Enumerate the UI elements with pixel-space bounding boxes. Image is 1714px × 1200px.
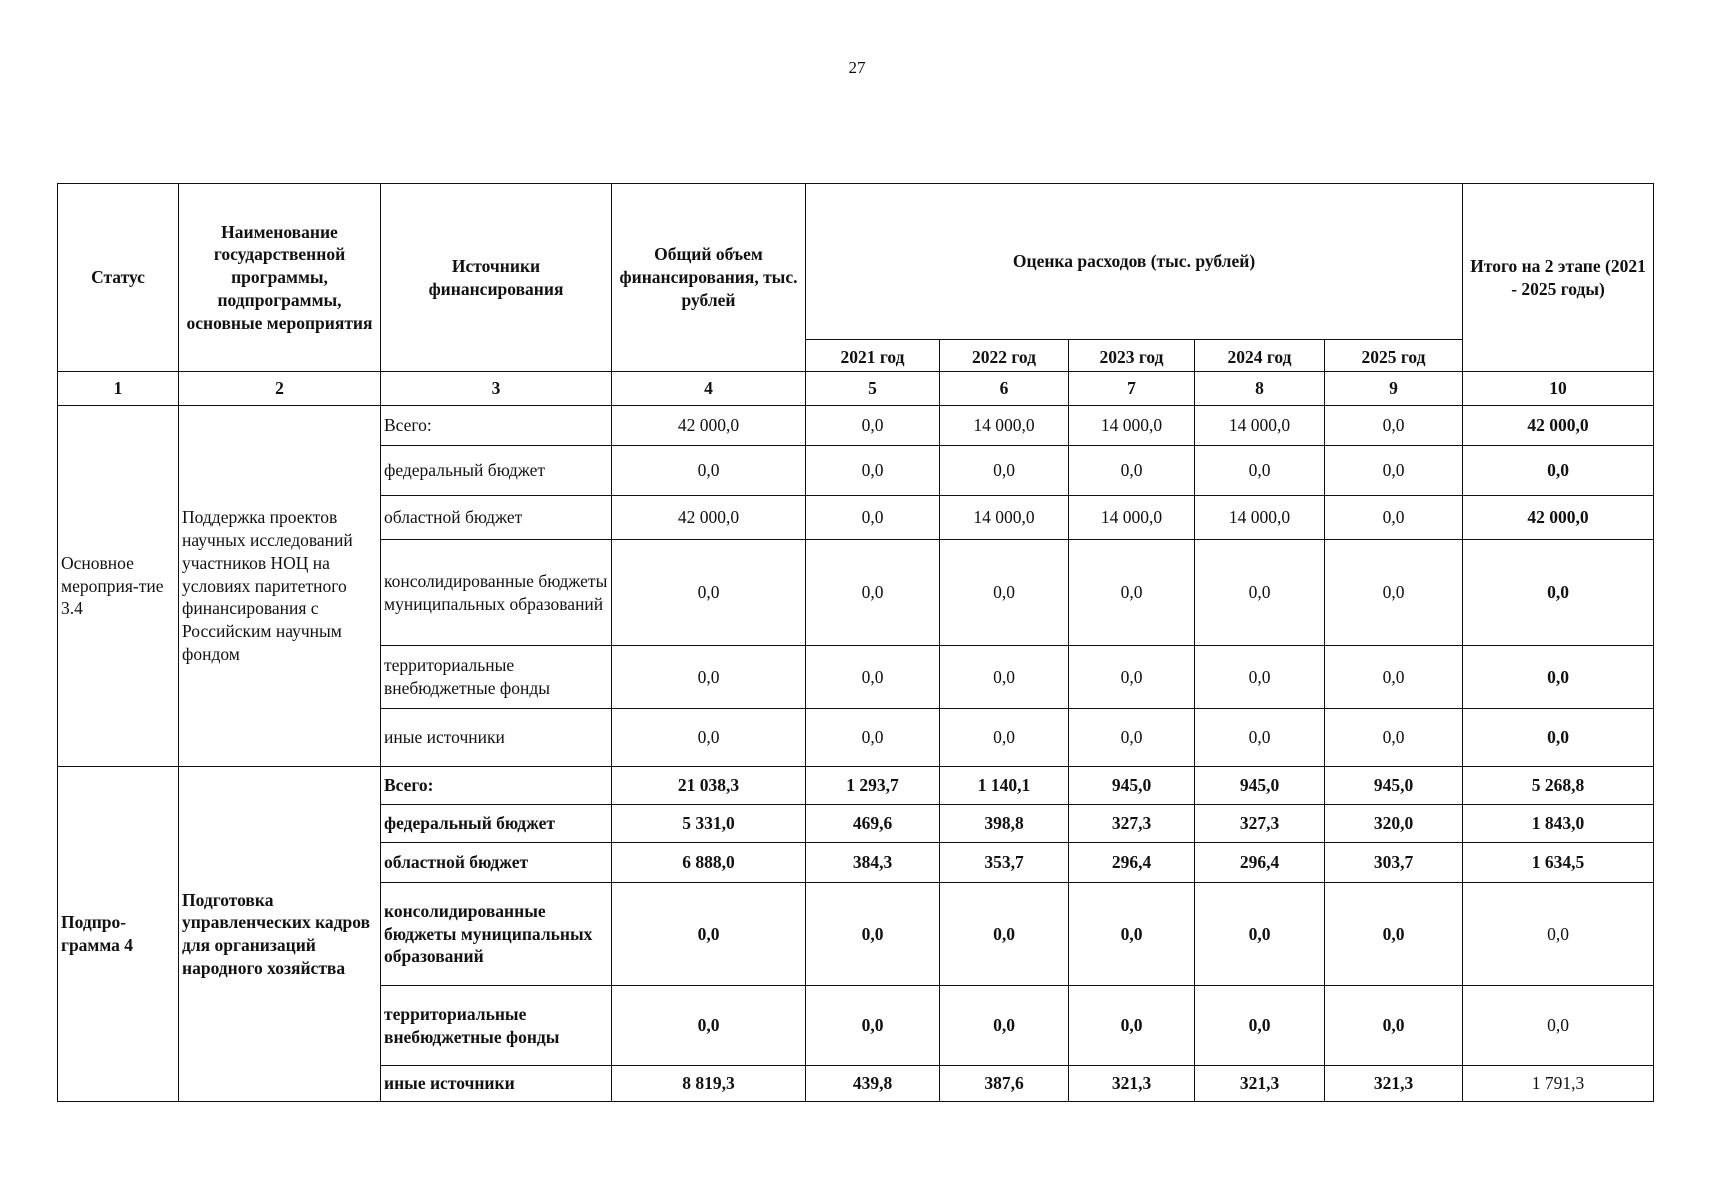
cell-stage: 0,0 (1463, 986, 1654, 1066)
cell-total: 0,0 (612, 446, 806, 496)
row-source: иные источники (381, 709, 612, 767)
cell-total: 0,0 (612, 986, 806, 1066)
cell-y2024: 0,0 (1195, 986, 1325, 1066)
row-source: областной бюджет (381, 843, 612, 883)
cell-y2022: 0,0 (940, 446, 1069, 496)
cell-y2025: 0,0 (1325, 709, 1463, 767)
cell-y2025: 303,7 (1325, 843, 1463, 883)
cell-y2024: 296,4 (1195, 843, 1325, 883)
col-number: 10 (1463, 372, 1654, 406)
cell-y2024: 327,3 (1195, 805, 1325, 843)
cell-y2024: 0,0 (1195, 540, 1325, 646)
col-number: 8 (1195, 372, 1325, 406)
header-year-2023: 2023 год (1069, 340, 1195, 372)
cell-y2023: 14 000,0 (1069, 496, 1195, 540)
row-source: территориальные внебюджетные фонды (381, 986, 612, 1066)
col-number: 3 (381, 372, 612, 406)
cell-y2021: 384,3 (806, 843, 940, 883)
col-number: 9 (1325, 372, 1463, 406)
cell-y2025: 945,0 (1325, 767, 1463, 805)
cell-y2022: 14 000,0 (940, 406, 1069, 446)
cell-y2021: 1 293,7 (806, 767, 940, 805)
cell-y2023: 0,0 (1069, 986, 1195, 1066)
row-status: Основное мероприя-тие 3.4 (58, 406, 179, 767)
cell-y2021: 0,0 (806, 646, 940, 709)
cell-y2023: 0,0 (1069, 540, 1195, 646)
cell-total: 0,0 (612, 540, 806, 646)
cell-y2022: 387,6 (940, 1066, 1069, 1102)
cell-y2024: 0,0 (1195, 446, 1325, 496)
cell-y2024: 14 000,0 (1195, 406, 1325, 446)
cell-stage: 5 268,8 (1463, 767, 1654, 805)
cell-y2023: 14 000,0 (1069, 406, 1195, 446)
row-source: иные источники (381, 1066, 612, 1102)
header-estimate: Оценка расходов (тыс. рублей) (806, 184, 1463, 340)
row-source: консолидированные бюджеты муниципальных образований (381, 883, 612, 986)
cell-y2025: 0,0 (1325, 540, 1463, 646)
cell-stage: 0,0 (1463, 709, 1654, 767)
cell-y2024: 945,0 (1195, 767, 1325, 805)
cell-total: 8 819,3 (612, 1066, 806, 1102)
header-year-2024: 2024 год (1195, 340, 1325, 372)
cell-y2025: 0,0 (1325, 406, 1463, 446)
row-source: консолидированные бюджеты муниципальных образований (381, 540, 612, 646)
cell-y2021: 0,0 (806, 406, 940, 446)
cell-stage: 1 634,5 (1463, 843, 1654, 883)
cell-y2025: 0,0 (1325, 646, 1463, 709)
header-row (58, 184, 1654, 340)
cell-total: 0,0 (612, 646, 806, 709)
cell-stage: 0,0 (1463, 540, 1654, 646)
cell-total: 21 038,3 (612, 767, 806, 805)
row-status: Подпро-грамма 4 (58, 767, 179, 1102)
cell-stage: 42 000,0 (1463, 406, 1654, 446)
header-year-2021: 2021 год (806, 340, 940, 372)
cell-y2023: 0,0 (1069, 446, 1195, 496)
col-number: 6 (940, 372, 1069, 406)
cell-y2025: 0,0 (1325, 986, 1463, 1066)
cell-y2025: 0,0 (1325, 446, 1463, 496)
cell-y2021: 0,0 (806, 496, 940, 540)
cell-y2021: 0,0 (806, 986, 940, 1066)
header-stage-total: Итого на 2 этапе (2021 - 2025 годы) (1463, 184, 1654, 372)
row-source: Всего: (381, 767, 612, 805)
financing-table (57, 183, 1654, 1102)
cell-y2025: 321,3 (1325, 1066, 1463, 1102)
cell-y2024: 0,0 (1195, 883, 1325, 986)
row-source: областной бюджет (381, 496, 612, 540)
header-status: Статус (58, 184, 179, 372)
cell-stage: 0,0 (1463, 883, 1654, 986)
col-number: 1 (58, 372, 179, 406)
header-total-volume: Общий объем финансирования, тыс. рублей (612, 184, 806, 372)
cell-y2021: 469,6 (806, 805, 940, 843)
cell-y2021: 439,8 (806, 1066, 940, 1102)
cell-y2024: 0,0 (1195, 646, 1325, 709)
cell-y2021: 0,0 (806, 446, 940, 496)
cell-y2023: 0,0 (1069, 709, 1195, 767)
cell-total: 0,0 (612, 709, 806, 767)
cell-stage: 42 000,0 (1463, 496, 1654, 540)
row-source: Всего: (381, 406, 612, 446)
cell-y2022: 0,0 (940, 709, 1069, 767)
row-program-name: Подготовка управленческих кадров для организаций народного хозяйства (179, 767, 381, 1102)
cell-y2023: 0,0 (1069, 646, 1195, 709)
header-year-2022: 2022 год (940, 340, 1069, 372)
col-number: 2 (179, 372, 381, 406)
cell-y2022: 0,0 (940, 883, 1069, 986)
cell-stage: 1 843,0 (1463, 805, 1654, 843)
header-name: Наименование государственной программы, подпрограммы, основные мероприятия (179, 184, 381, 372)
cell-y2025: 0,0 (1325, 496, 1463, 540)
row-source: федеральный бюджет (381, 805, 612, 843)
table-row (58, 406, 1654, 446)
col-number: 7 (1069, 372, 1195, 406)
cell-y2025: 0,0 (1325, 883, 1463, 986)
cell-y2023: 321,3 (1069, 1066, 1195, 1102)
cell-total: 5 331,0 (612, 805, 806, 843)
page-number: 27 (848, 58, 866, 77)
cell-y2022: 398,8 (940, 805, 1069, 843)
cell-y2022: 1 140,1 (940, 767, 1069, 805)
header-sources: Источники финансирования (381, 184, 612, 372)
table-body (58, 406, 1654, 1102)
cell-y2023: 945,0 (1069, 767, 1195, 805)
cell-total: 42 000,0 (612, 496, 806, 540)
cell-y2022: 14 000,0 (940, 496, 1069, 540)
cell-y2021: 0,0 (806, 709, 940, 767)
cell-y2024: 321,3 (1195, 1066, 1325, 1102)
cell-y2022: 0,0 (940, 986, 1069, 1066)
cell-stage: 0,0 (1463, 446, 1654, 496)
cell-total: 6 888,0 (612, 843, 806, 883)
cell-y2023: 0,0 (1069, 883, 1195, 986)
cell-total: 42 000,0 (612, 406, 806, 446)
cell-y2021: 0,0 (806, 540, 940, 646)
cell-y2022: 0,0 (940, 646, 1069, 709)
cell-stage: 0,0 (1463, 646, 1654, 709)
cell-y2023: 327,3 (1069, 805, 1195, 843)
cell-y2023: 296,4 (1069, 843, 1195, 883)
cell-total: 0,0 (612, 883, 806, 986)
row-program-name: Поддержка проектов научных исследований участников НОЦ на условиях паритетного финансирования с Российским научным фондом (179, 406, 381, 767)
col-number: 4 (612, 372, 806, 406)
cell-y2024: 14 000,0 (1195, 496, 1325, 540)
col-number: 5 (806, 372, 940, 406)
cell-stage: 1 791,3 (1463, 1066, 1654, 1102)
cell-y2022: 0,0 (940, 540, 1069, 646)
row-source: федеральный бюджет (381, 446, 612, 496)
column-number-row (58, 372, 1654, 406)
cell-y2021: 0,0 (806, 883, 940, 986)
table-row (58, 767, 1654, 805)
header-year-2025: 2025 год (1325, 340, 1463, 372)
cell-y2024: 0,0 (1195, 709, 1325, 767)
cell-y2025: 320,0 (1325, 805, 1463, 843)
cell-y2022: 353,7 (940, 843, 1069, 883)
row-source: территориальные внебюджетные фонды (381, 646, 612, 709)
